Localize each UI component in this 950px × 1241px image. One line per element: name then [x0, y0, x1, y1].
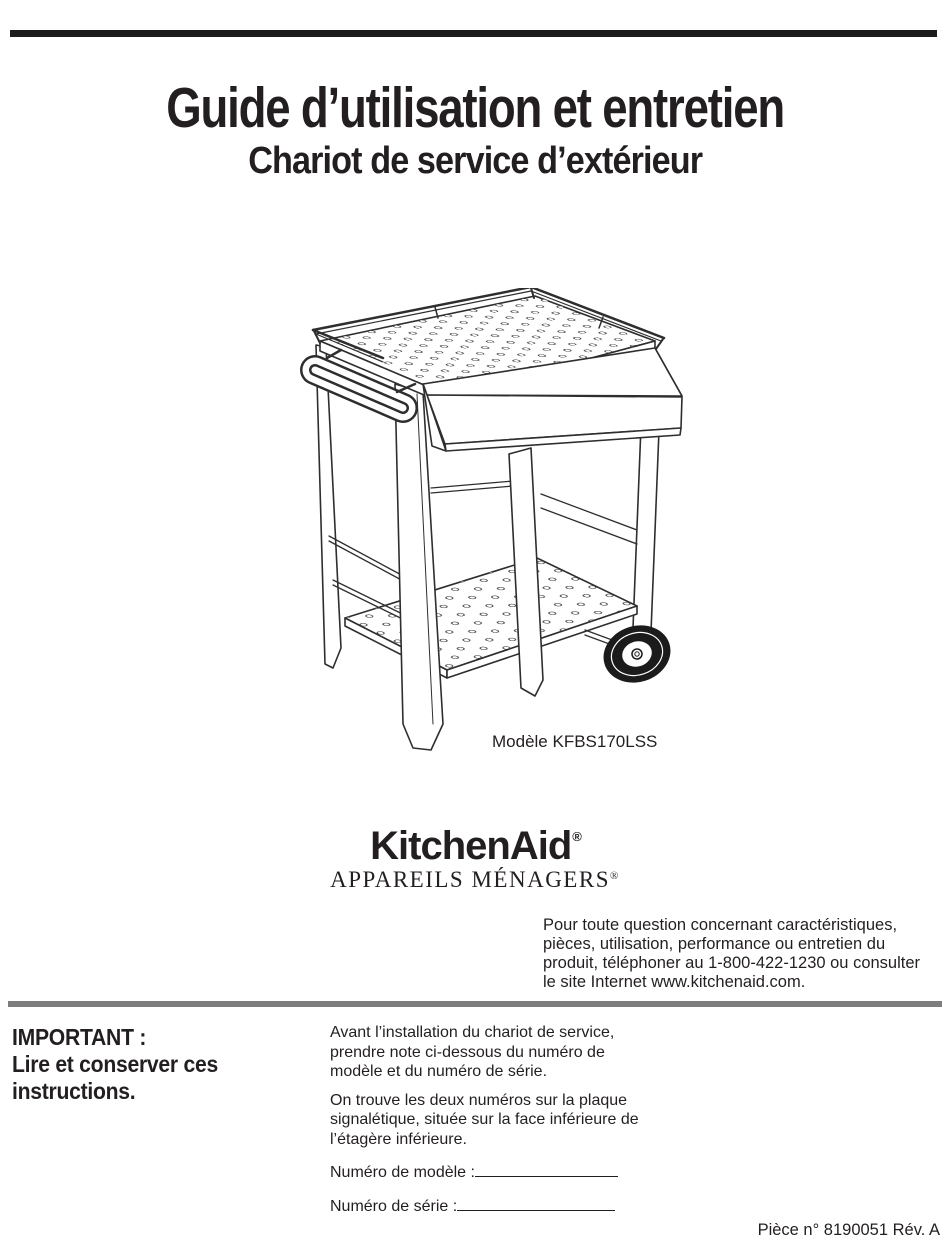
contact-line: le site Internet www.kitchenaid.com. [543, 973, 806, 991]
page-title-text: Guide d’utilisation et entretien [166, 76, 784, 141]
record-line: modèle et du numéro de série. [330, 1063, 548, 1080]
serial-number-blank [457, 1205, 615, 1211]
contact-line: pièces, utilisation, performance ou entretien du [543, 935, 886, 953]
record-line: prendre note ci-dessous du numéro de [330, 1043, 605, 1061]
serial-number-label: Numéro de série : [330, 1197, 458, 1215]
brand-wordmark [0, 826, 950, 866]
cart-wheel [596, 617, 678, 691]
record-paragraph-1 [330, 1023, 650, 1082]
important-line: instructions. [12, 1078, 136, 1104]
contact-line: produit, téléphoner au 1-800-422-1230 ou consulter [543, 954, 921, 972]
serial-number-field [330, 1197, 650, 1217]
contact-line: Pour toute question concernant caractéristiques, [543, 916, 898, 934]
cart-lower-shelf [345, 558, 637, 678]
important-note [12, 1024, 218, 1105]
record-instructions [330, 1023, 650, 1216]
cart-illustration [285, 288, 705, 760]
important-line: IMPORTANT : [12, 1024, 147, 1050]
model-caption: Modèle KFBS170LSS [492, 732, 658, 751]
model-number-label: Numéro de modèle : [330, 1164, 475, 1181]
record-line: On trouve les deux numéros sur la plaque [330, 1091, 628, 1109]
page-subtitle [0, 139, 950, 182]
registered-mark: ® [572, 829, 581, 844]
model-number-blank [475, 1171, 618, 1177]
part-number: Pièce n° 8190051 Rév. A [757, 1221, 940, 1239]
brand-division [0, 868, 950, 891]
record-line: Avant l’installation du chariot de service, [330, 1024, 615, 1041]
kitchenaid-logo [0, 826, 950, 891]
brand-division-text: APPAREILS MÉNAGERS [330, 867, 610, 892]
registered-mark: ® [609, 870, 620, 882]
model-number-field [330, 1163, 650, 1183]
brand-name: KitchenAid [370, 824, 572, 868]
important-line: Lire et conserver ces [12, 1051, 218, 1077]
page-subtitle-text: Chariot de service d’extérieur [248, 139, 702, 182]
record-paragraph-2 [330, 1091, 650, 1150]
record-line: signalétique, située sur la face inférieure de [330, 1111, 639, 1128]
top-rule [10, 30, 937, 37]
section-divider [8, 1001, 942, 1007]
page-title [0, 76, 950, 141]
contact-paragraph [543, 916, 920, 992]
cart-rear-right-leg [633, 426, 659, 632]
record-line: l’étagère inférieure. [330, 1130, 467, 1148]
